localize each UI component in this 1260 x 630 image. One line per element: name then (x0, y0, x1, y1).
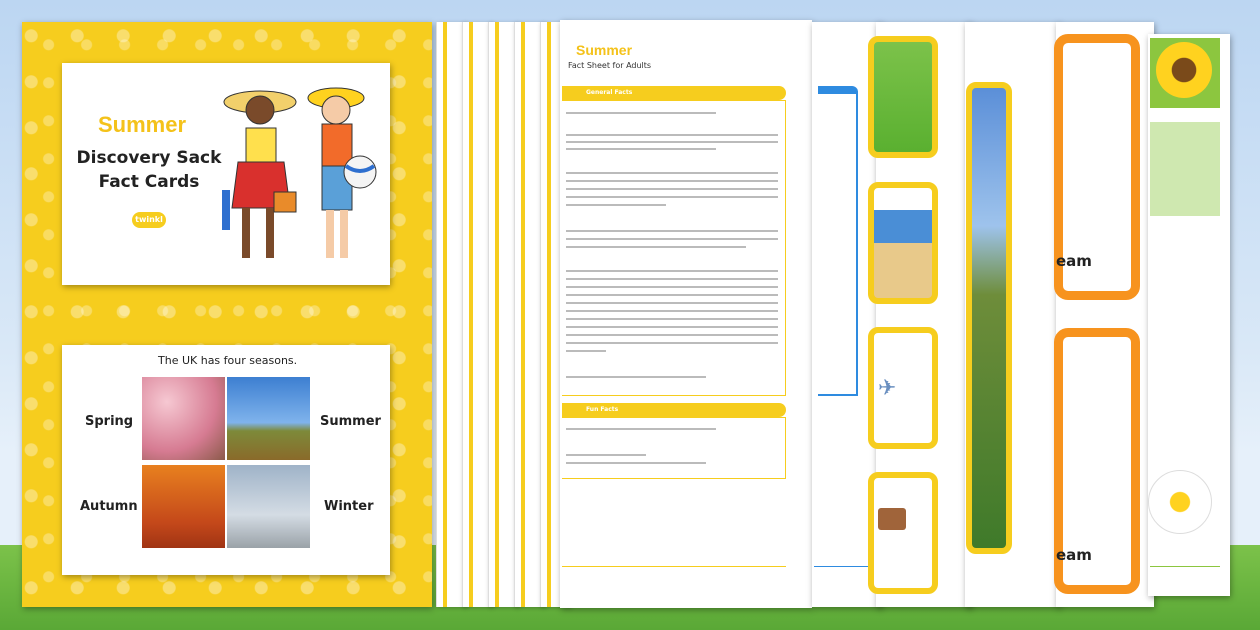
text-line (566, 230, 778, 232)
general-facts-header: General Facts (562, 86, 786, 100)
text-line (566, 376, 706, 378)
sunflower-icon (1156, 42, 1212, 98)
text-line (566, 112, 716, 114)
text-line (566, 462, 706, 464)
text-line (566, 180, 778, 182)
spring-photo (142, 377, 225, 460)
text-line (566, 246, 746, 248)
text-line (566, 428, 716, 430)
text-line (566, 454, 646, 456)
text-line (566, 270, 778, 272)
text-line (566, 238, 778, 240)
suitcase-icon (878, 508, 906, 530)
text-line (566, 278, 778, 280)
text-line (566, 294, 778, 296)
season-label-winter: Winter (324, 499, 374, 514)
fun-facts-header: Fun Facts (562, 403, 786, 417)
text-line (566, 204, 666, 206)
seasons-card-inner (62, 345, 390, 575)
text-line (566, 286, 778, 288)
picture-card-park (868, 36, 938, 158)
text-line (566, 134, 778, 136)
text-line (566, 310, 778, 312)
text-line (566, 148, 716, 150)
seasons-heading: The UK has four seasons. (158, 354, 298, 367)
autumn-photo (142, 465, 225, 548)
daisy-icon (1148, 470, 1212, 534)
text-line (566, 342, 778, 344)
picture-card-beach (868, 182, 938, 304)
fact-sheet-subtitle: Fact Sheet for Adults (568, 61, 652, 70)
green-info-box (1150, 122, 1220, 216)
summer-photo (227, 377, 310, 460)
plane-icon: ✈ (878, 376, 897, 401)
text-line (566, 318, 778, 320)
general-facts-box (562, 100, 786, 396)
footer-line (1150, 566, 1220, 567)
fact-sheet-title: Summer (576, 42, 633, 58)
text-line (566, 334, 778, 336)
text-line (566, 196, 778, 198)
season-label-summer: Summer (320, 414, 381, 429)
tall-photo-card (966, 82, 1012, 554)
cover-subtitle-line2: Fact Cards (98, 172, 200, 192)
text-line (566, 302, 778, 304)
text-line (566, 326, 778, 328)
text-line (566, 141, 778, 143)
word-card-top-label: eam (1056, 252, 1092, 270)
cover-title: Summer (98, 112, 187, 137)
text-line (566, 188, 778, 190)
text-line (566, 350, 606, 352)
season-label-autumn: Autumn (80, 499, 138, 514)
picture-card-suitcase (868, 472, 938, 594)
fun-facts-box (562, 417, 786, 479)
children-illustration (218, 80, 378, 270)
sunflower-image (1150, 38, 1220, 108)
blue-frame (818, 86, 858, 396)
footer-line (814, 566, 874, 567)
cover-subtitle-line1: Discovery Sack (76, 148, 222, 168)
winter-photo (227, 465, 310, 548)
word-card-bottom-label: eam (1056, 546, 1092, 564)
season-label-spring: Spring (85, 414, 134, 429)
twinkl-logo: twinkl (132, 212, 166, 228)
text-line (566, 172, 778, 174)
footer-line (562, 566, 786, 567)
